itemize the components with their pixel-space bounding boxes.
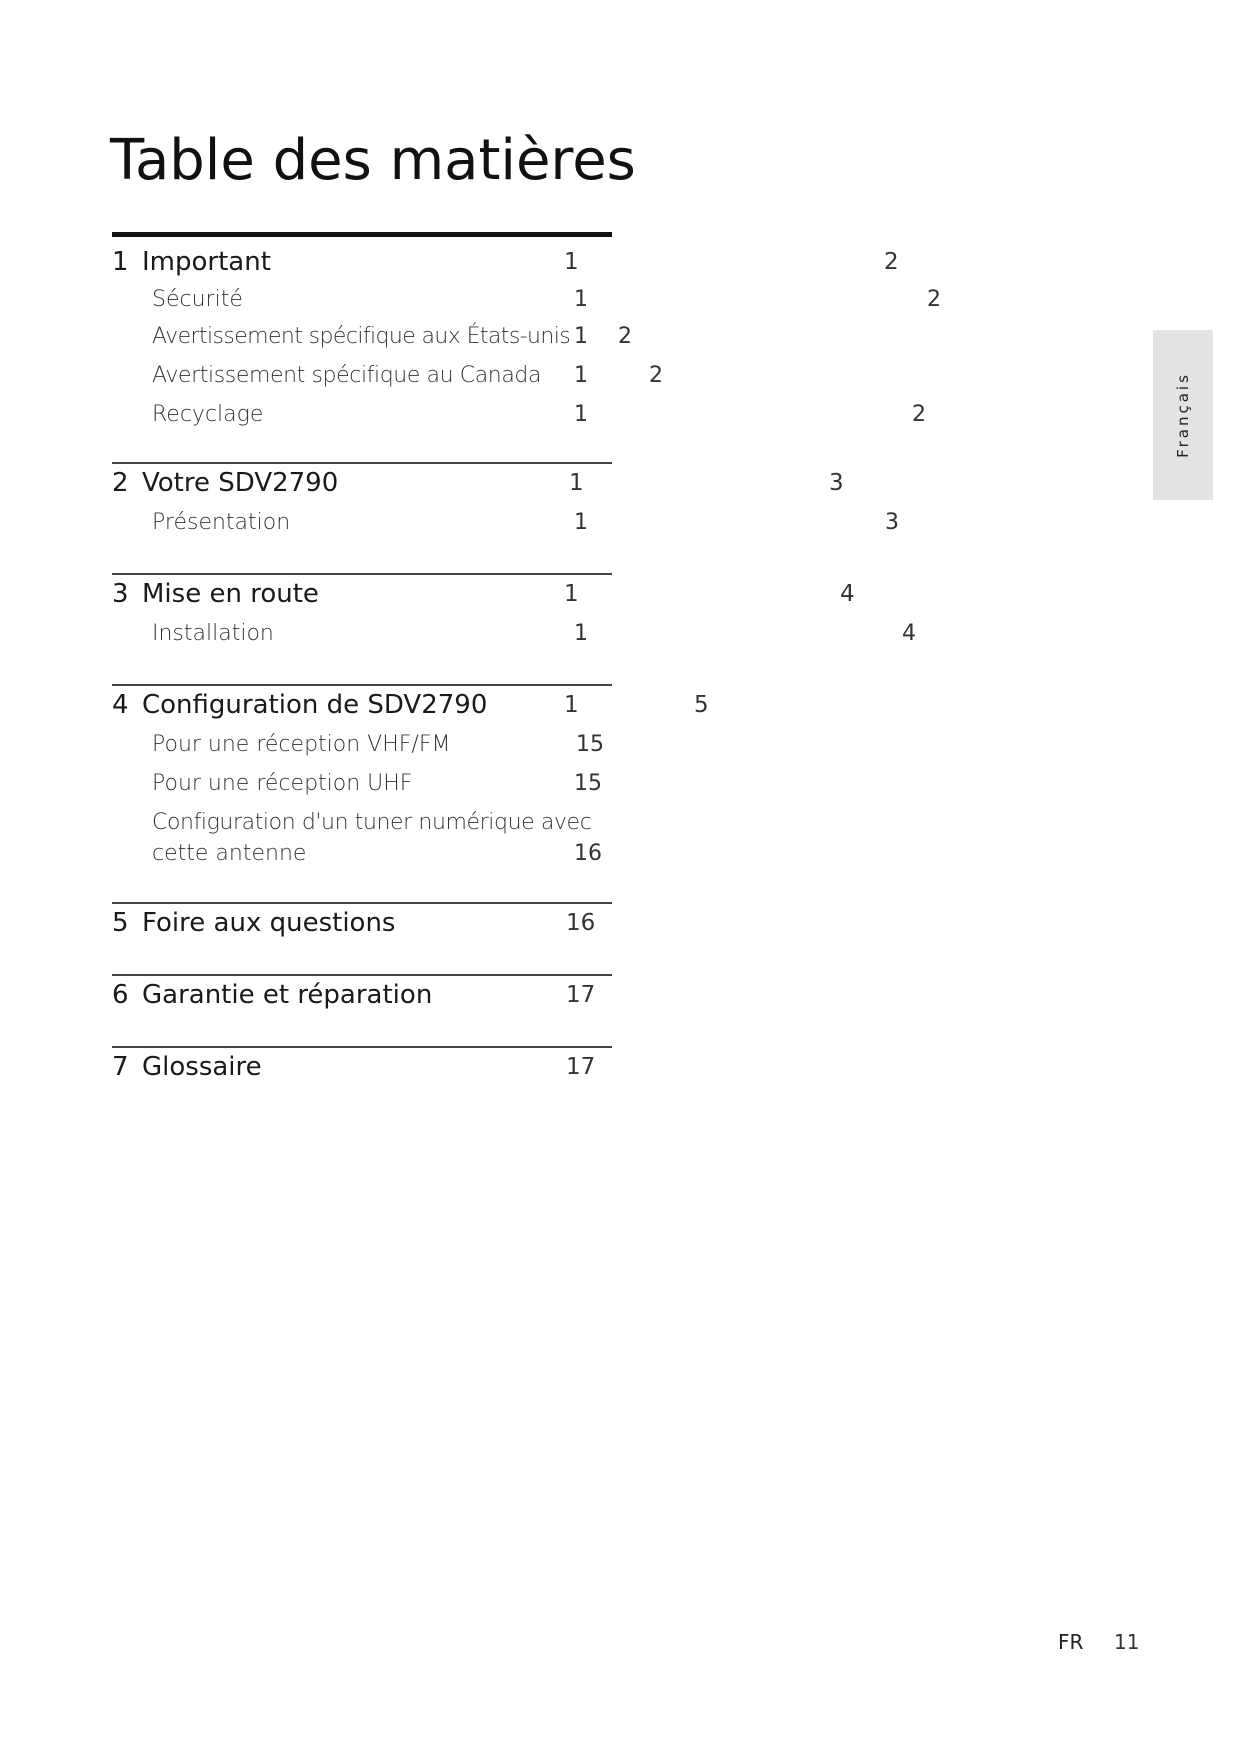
section-title: Important: [142, 247, 271, 277]
entry-title: Installation: [152, 621, 274, 646]
stray-page: 2: [649, 363, 663, 388]
footer-language: FR: [1058, 1630, 1084, 1654]
entry-page: 1: [574, 363, 588, 388]
section-number: 5: [112, 908, 129, 938]
stray-page: 3: [885, 510, 899, 535]
section-page: 17: [566, 1054, 596, 1080]
entry-page: 1: [574, 287, 588, 312]
stray-page: 2: [618, 324, 632, 349]
entry-page: 1: [574, 324, 588, 349]
section-page: 1: [564, 249, 579, 275]
section-title: Glossaire: [142, 1052, 262, 1082]
section-title: Configuration de SDV2790: [142, 690, 488, 720]
entry-title: Pour une réception UHF: [152, 771, 413, 796]
section-page: 1: [564, 581, 579, 607]
section-rule: [112, 902, 612, 904]
stray-page: 4: [902, 621, 916, 646]
stray-page: 2: [912, 402, 926, 427]
section-title: Foire aux questions: [142, 908, 396, 938]
section-number: 2: [112, 468, 129, 498]
stray-page: 3: [829, 470, 844, 496]
entry-title: Pour une réception VHF/FM: [152, 732, 451, 757]
section-number: 6: [112, 980, 129, 1010]
entry-page: 1: [574, 402, 588, 427]
page-title: Table des matières: [110, 128, 636, 193]
section-number: 7: [112, 1052, 129, 1082]
entry-title: Avertissement spécifique aux États-unis: [152, 324, 571, 349]
entry-page: 1: [574, 510, 588, 535]
section-rule: [112, 974, 612, 976]
language-tab-label: Français: [1174, 372, 1192, 458]
entry-page: 1: [574, 621, 588, 646]
entry-title: Avertissement spécifique au Canada: [152, 363, 542, 388]
section-number: 4: [112, 690, 129, 720]
section-number: 3: [112, 579, 129, 609]
footer-page-number: 11: [1114, 1630, 1140, 1654]
entry-page: 15: [576, 732, 604, 757]
entry-title: Présentation: [152, 510, 291, 535]
entry-title: Sécurité: [152, 287, 243, 312]
entry-title: Recyclage: [152, 402, 264, 427]
stray-page: 2: [884, 249, 899, 275]
section-page: 16: [566, 910, 596, 936]
entry-page: 15: [574, 771, 602, 796]
section-rule: [112, 684, 612, 686]
stray-page: 2: [927, 287, 941, 312]
stray-page: 4: [840, 581, 855, 607]
section-page: 17: [566, 982, 596, 1008]
entry-title: Configuration d'un tuner numérique avec: [152, 810, 592, 835]
section-page: 1: [569, 470, 584, 496]
section-rule: [112, 232, 612, 237]
section-number: 1: [112, 247, 129, 277]
entry-title-line2: cette antenne: [152, 841, 307, 866]
section-rule: [112, 1046, 612, 1048]
section-title: Votre SDV2790: [142, 468, 339, 498]
section-title: Mise en route: [142, 579, 319, 609]
entry-page: 16: [574, 841, 602, 866]
section-rule: [112, 462, 612, 464]
section-title: Garantie et réparation: [142, 980, 433, 1010]
section-page: 1: [564, 692, 579, 718]
section-rule: [112, 573, 612, 575]
stray-page: 5: [694, 692, 709, 718]
language-tab: [1153, 330, 1213, 500]
